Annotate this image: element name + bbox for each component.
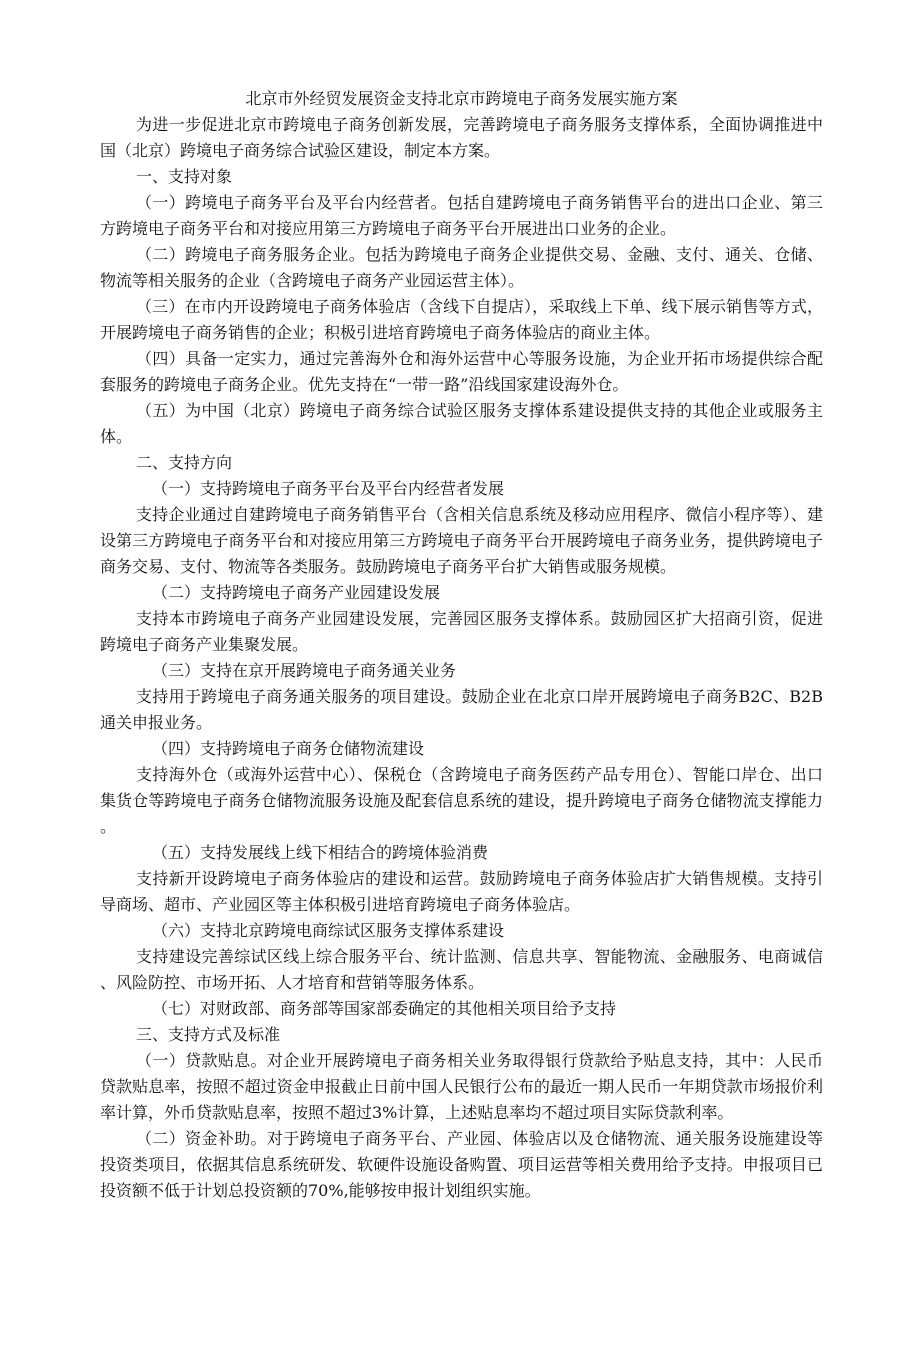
target-item-3: （三）在市内开设跨境电子商务体验店（含线下自提店），采取线上下单、线下展示销售等方式，开展跨境电子商务销售的企业；积极引进培育跨境电子商务体验店的商业主体。 (100, 297, 823, 342)
direction-heading-2: （二）支持跨境电子商务产业园建设发展 (152, 583, 441, 602)
intro-paragraph: 为进一步促进北京市跨境电子商务创新发展，完善跨境电子商务服务支撑体系，全面协调推进中国（北京）跨境电子商务综合试验区建设，制定本方案。 (100, 115, 823, 160)
method-paragraph-loan-subsidy: （一）贷款贴息。对企业开展跨境电子商务相关业务取得银行贷款给予贴息支持，其中：人民币贷款贴息率，按照不超过资金申报截止日前中国人民银行公布的最近一期人民币一年期贷款市场报价利率计算，外币贷款贴息率，按照不超过3%计算，上述贴息率均不超过项目实际贷款利率。 (100, 1051, 823, 1122)
target-item-2: （二）跨境电子商务服务企业。包括为跨境电子商务企业提供交易、金融、支付、通关、仓储、物流等相关服务的企业（含跨境电子商务产业园运营主体）。 (100, 245, 823, 290)
target-item-4: （四）具备一定实力，通过完善海外仓和海外运营中心等服务设施，为企业开拓市场提供综合配套服务的跨境电子商务企业。优先支持在“一带一路”沿线国家建设海外仓。 (100, 349, 823, 394)
direction-heading-7: （七）对财政部、商务部等国家部委确定的其他相关项目给予支持 (152, 999, 617, 1018)
direction-heading-4: （四）支持跨境电子商务仓储物流建设 (152, 739, 425, 758)
direction-paragraph-1: 支持企业通过自建跨境电子商务销售平台（含相关信息系统及移动应用程序、微信小程序等）、建设第三方跨境电子商务平台和对接应用第三方跨境电子商务平台开展跨境电子商务业务，提供跨境电子商务交易、支付、物流等各类服务。鼓励跨境电子商务平台扩大销售或服务规模。 (100, 505, 823, 576)
direction-paragraph-5: 支持新开设跨境电子商务体验店的建设和运营。鼓励跨境电子商务体验店扩大销售规模。支持引导商场、超市、产业园区等主体积极引进培育跨境电子商务体验店。 (100, 869, 823, 914)
document-page (100, 86, 823, 1204)
direction-heading-3: （三）支持在京开展跨境电子商务通关业务 (152, 661, 457, 680)
direction-paragraph-6: 支持建设完善综试区线上综合服务平台、统计监测、信息共享、智能物流、金融服务、电商诚信、风险防控、市场开拓、人才培育和营销等服务体系。 (100, 947, 823, 992)
method-paragraph-fund-subsidy: （二）资金补助。对于跨境电子商务平台、产业园、体验店以及仓储物流、通关服务设施建设等投资类项目，依据其信息系统研发、软硬件设施设备购置、项目运营等相关费用给予支持。申报项目已投资额不低于计划总投资额的70%,能够按申报计划组织实施。 (100, 1129, 823, 1200)
direction-paragraph-3: 支持用于跨境电子商务通关服务的项目建设。鼓励企业在北京口岸开展跨境电子商务B2C、B2B通关申报业务。 (100, 687, 823, 732)
target-item-1: （一）跨境电子商务平台及平台内经营者。包括自建跨境电子商务销售平台的进出口企业、第三方跨境电子商务平台和对接应用第三方跨境电子商务平台开展进出口业务的企业。 (100, 193, 823, 238)
direction-heading-6: （六）支持北京跨境电商综试区服务支撑体系建设 (152, 921, 505, 940)
target-item-5: （五）为中国（北京）跨境电子商务综合试验区服务支撑体系建设提供支持的其他企业或服务主体。 (100, 401, 823, 446)
section-heading-support-targets: 一、支持对象 (136, 167, 233, 186)
document-title: 北京市外经贸发展资金支持北京市跨境电子商务发展实施方案 (245, 89, 678, 108)
section-heading-support-methods: 三、支持方式及标准 (136, 1025, 281, 1044)
direction-heading-5: （五）支持发展线上线下相结合的跨境体验消费 (152, 843, 489, 862)
direction-heading-1: （一）支持跨境电子商务平台及平台内经营者发展 (152, 479, 505, 498)
section-heading-support-directions: 二、支持方向 (136, 453, 233, 472)
document-body (100, 112, 823, 1204)
direction-paragraph-2: 支持本市跨境电子商务产业园建设发展，完善园区服务支撑体系。鼓励园区扩大招商引资，促进跨境电子商务产业集聚发展。 (100, 609, 823, 654)
direction-paragraph-4: 支持海外仓（或海外运营中心）、保税仓（含跨境电子商务医药产品专用仓）、智能口岸仓、出口集货仓等跨境电子商务仓储物流服务设施及配套信息系统的建设，提升跨境电子商务仓储物流支撑能力。 (100, 765, 823, 836)
